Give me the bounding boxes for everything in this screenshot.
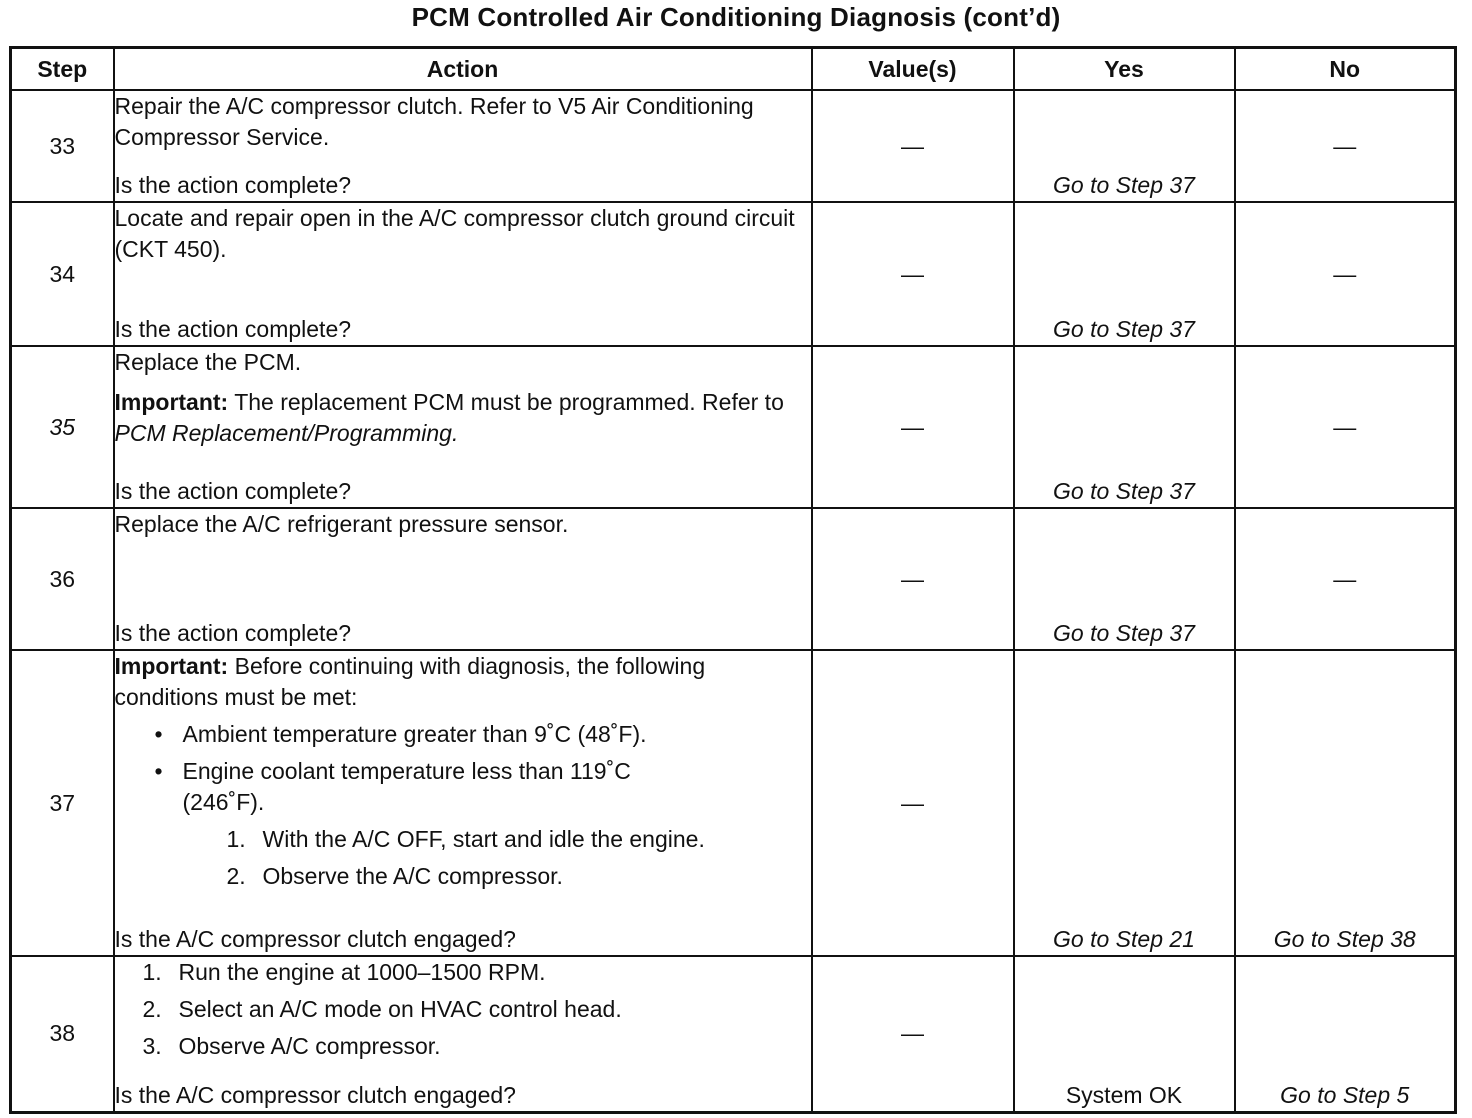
item-number: 3. (142, 1033, 162, 1059)
numbered-item (143, 1031, 811, 1062)
important-ref: PCM Replacement/Programming. (114, 420, 459, 446)
values-cell: — (812, 346, 1014, 508)
item-number: 1. (142, 959, 162, 985)
table-row-36 (11, 508, 1456, 650)
item-number: 2. (142, 996, 162, 1022)
header-action: Action (114, 48, 812, 91)
page-title: PCM Controlled Air Conditioning Diagnosis (cont’d) (411, 2, 1061, 32)
bullet-dot-icon: • (154, 758, 163, 784)
no-cell: — (1235, 508, 1456, 650)
yes-cell: Go to Step 37 (1014, 346, 1235, 508)
step-number: 35 (11, 346, 114, 508)
header-row (11, 48, 1456, 91)
step-number: 37 (11, 650, 114, 956)
yes-cell: Go to Step 37 (1014, 508, 1235, 650)
header-values: Value(s) (812, 48, 1014, 91)
item-text: Select an A/C mode on HVAC control head. (178, 996, 622, 1022)
step-number: 34 (11, 202, 114, 346)
action-question: Is the A/C compressor clutch engaged? (114, 1081, 516, 1108)
no-cell: — (1235, 202, 1456, 346)
item-number: 2. (226, 863, 246, 889)
important-note (115, 387, 811, 449)
action-question: Is the action complete? (114, 316, 352, 342)
bullet-dot-icon: • (154, 721, 163, 747)
bullet-text: Engine coolant temperature less than 119˚C (246˚F). (182, 758, 631, 815)
bullet-text: Ambient temperature greater than 9˚C (48˚F). (182, 721, 647, 747)
table-row-35 (11, 346, 1456, 508)
step-number: 33 (11, 90, 114, 202)
values-cell: — (812, 202, 1014, 346)
values-cell: — (812, 90, 1014, 202)
item-number: 1. (226, 826, 246, 852)
header-step: Step (11, 48, 114, 91)
values-cell: — (812, 650, 1014, 956)
action-cell (114, 650, 812, 956)
step-number: 38 (11, 956, 114, 1112)
item-text: Run the engine at 1000–1500 RPM. (178, 959, 546, 985)
action-cell (114, 202, 812, 346)
action-question: Is the A/C compressor clutch engaged? (114, 926, 516, 952)
no-cell: Go to Step 38 (1235, 650, 1456, 956)
action-text: Locate and repair open in the A/C compressor clutch ground circuit (CKT 450). (114, 205, 795, 262)
diagnosis-table (9, 46, 1457, 1114)
action-cell (114, 508, 812, 650)
action-question: Is the action complete? (114, 620, 352, 646)
action-cell (114, 956, 812, 1112)
numbered-item (227, 824, 811, 855)
table-row-38 (11, 956, 1456, 1112)
table-row-33 (11, 90, 1456, 202)
yes-cell: Go to Step 21 (1014, 650, 1235, 956)
no-cell: — (1235, 346, 1456, 508)
important-note (115, 651, 811, 713)
important-label: Important: (114, 653, 229, 679)
values-cell: — (812, 956, 1014, 1112)
action-cell (114, 90, 812, 202)
action-text: Replace the PCM. (114, 349, 302, 375)
bullet-item (155, 719, 811, 750)
no-cell: — (1235, 90, 1456, 202)
action-question: Is the action complete? (114, 172, 352, 198)
important-text: The replacement PCM must be programmed. Refer to (228, 389, 784, 415)
table-row-37 (11, 650, 1456, 956)
action-cell (114, 346, 812, 508)
yes-cell: Go to Step 37 (1014, 202, 1235, 346)
values-cell: — (812, 508, 1014, 650)
yes-cell: Go to Step 37 (1014, 90, 1235, 202)
numbered-item (227, 861, 811, 892)
table-row-34 (11, 202, 1456, 346)
important-text: Before continuing with diagnosis, the following conditions must be met: (114, 653, 706, 710)
item-text: Observe the A/C compressor. (262, 863, 563, 889)
step-number: 36 (11, 508, 114, 650)
header-yes: Yes (1014, 48, 1235, 91)
action-text: Replace the A/C refrigerant pressure sensor. (114, 511, 569, 537)
numbered-item (143, 957, 811, 988)
numbered-item (143, 994, 811, 1025)
item-text: Observe A/C compressor. (178, 1033, 441, 1059)
header-no: No (1235, 48, 1456, 91)
item-text: With the A/C OFF, start and idle the engine. (262, 826, 705, 852)
important-label: Important: (114, 389, 229, 415)
no-cell: Go to Step 5 (1235, 956, 1456, 1112)
action-text: Repair the A/C compressor clutch. Refer to V5 Air Conditioning Compressor Service. (114, 93, 754, 150)
yes-cell: System OK (1014, 956, 1235, 1112)
action-question: Is the action complete? (114, 478, 352, 504)
bullet-item (155, 756, 811, 818)
